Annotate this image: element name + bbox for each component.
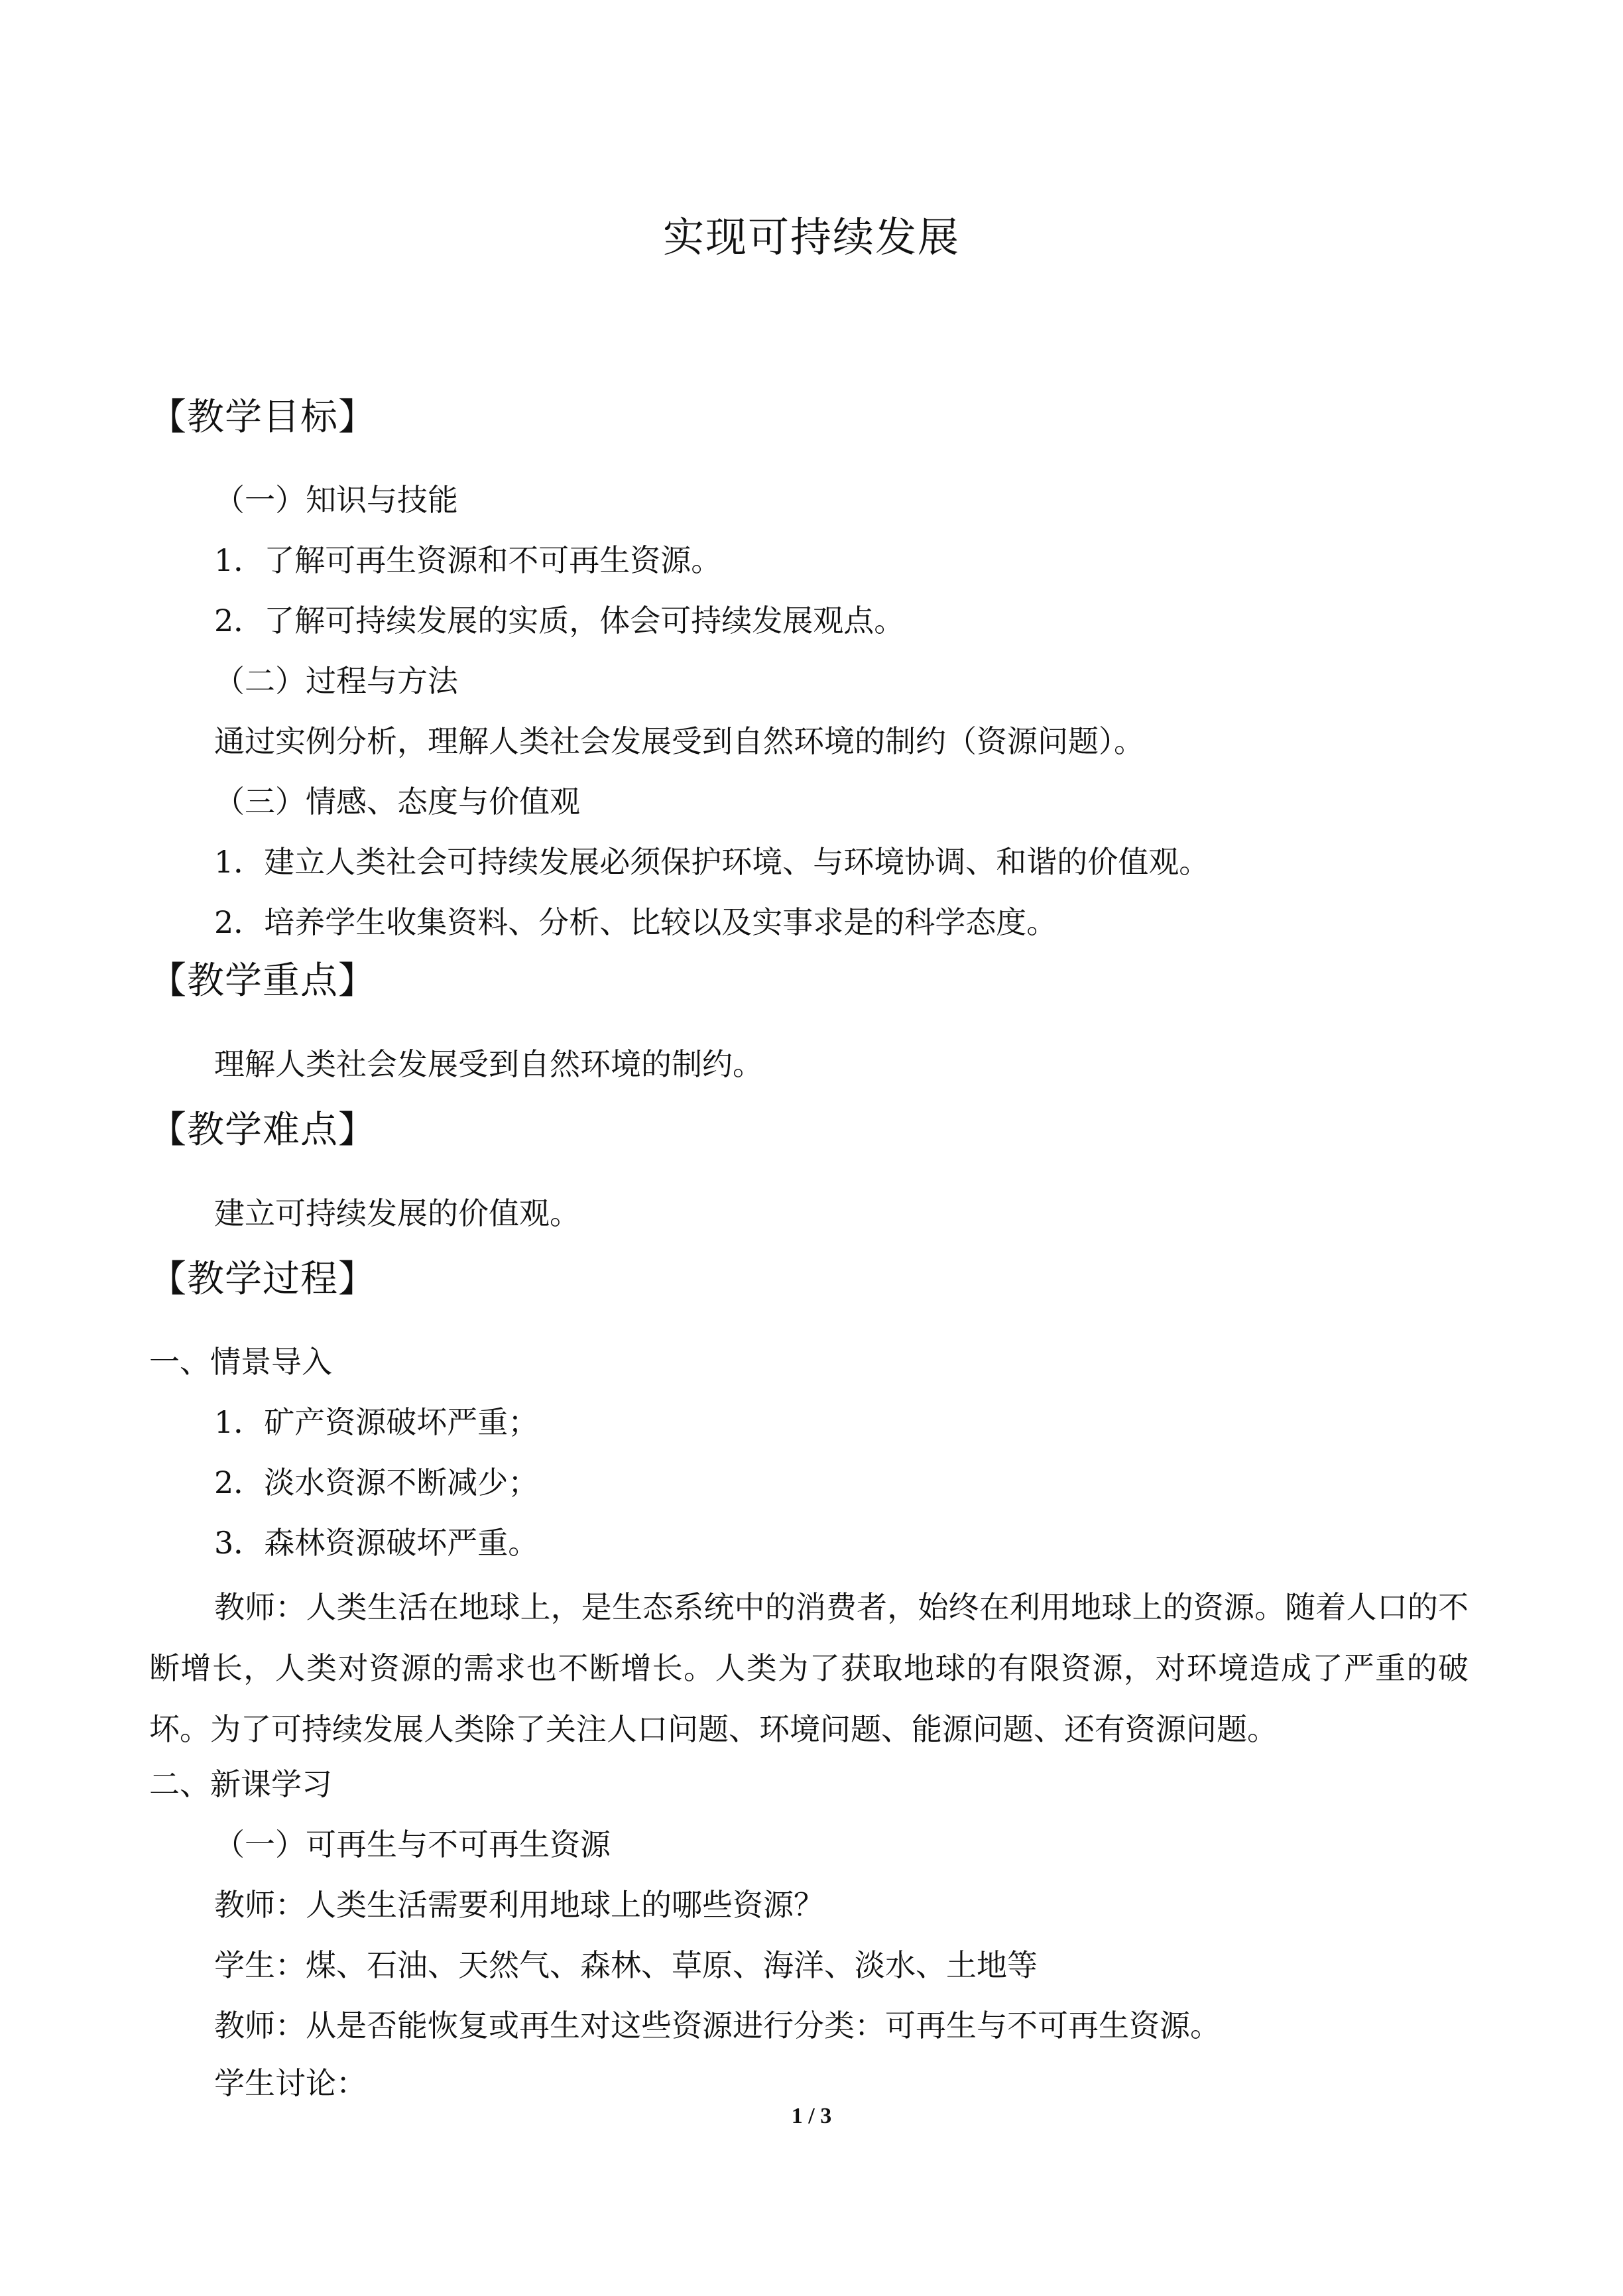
process-part1-item3: 3．森林资源破坏严重。	[214, 1525, 539, 1561]
objectives-sub3-item1: 1．建立人类社会可持续发展必须保护环境、与环境协调、和谐的价值观。	[214, 844, 1210, 880]
section-heading-key-points: 【教学重点】	[149, 959, 376, 1002]
section-heading-difficulties: 【教学难点】	[149, 1109, 376, 1152]
difficulties-text: 建立可持续发展的价值观。	[214, 1195, 580, 1231]
objectives-sub1-item2: 2．了解可持续发展的实质，体会可持续发展观点。	[214, 603, 905, 638]
teacher-intro-paragraph: 教师：人类生活在地球上，是生态系统中的消费者，始终在利用地球上的资源。随着人口的不断增长，人类对资源的需求也不断增长。人类为了获取地球的有限资源，对环境造成了严重的破坏。为了可持续发展人类除了关注人口问题、环境问题、能源问题、还有资源问题。	[149, 1589, 1469, 1747]
objectives-sub2: （二）过程与方法	[214, 663, 458, 699]
section-heading-objectives: 【教学目标】	[149, 396, 376, 439]
objectives-sub1-item1: 1．了解可再生资源和不可再生资源。	[214, 542, 722, 578]
process-part2-sub1: （一）可再生与不可再生资源	[214, 1827, 611, 1862]
objectives-sub2-text: 通过实例分析，理解人类社会发展受到自然环境的制约（资源问题）。	[214, 723, 1144, 759]
process-part1-item2: 2．淡水资源不断减少；	[214, 1465, 539, 1500]
process-part2-heading: 二、新课学习	[149, 1766, 332, 1802]
teacher-question-2: 教师：从是否能恢复或再生对这些资源进行分类：可再生与不可再生资源。	[214, 2008, 1221, 2043]
document-title: 实现可持续发展	[662, 213, 960, 261]
objectives-sub3-item2: 2．培养学生收集资料、分析、比较以及实事求是的科学态度。	[214, 904, 1057, 940]
teacher-question-1: 教师：人类生活需要利用地球上的哪些资源？	[214, 1887, 824, 1923]
student-discussion: 学生讨论：	[214, 2065, 367, 2101]
process-part1-heading: 一、情景导入	[149, 1344, 332, 1380]
page-number: 1 / 3	[791, 2104, 832, 2128]
section-heading-process: 【教学过程】	[149, 1258, 376, 1301]
process-part1-item1: 1．矿产资源破坏严重；	[214, 1404, 539, 1440]
student-answer-1: 学生：煤、石油、天然气、森林、草原、海洋、淡水、土地等	[214, 1947, 1038, 1983]
objectives-sub1: （一）知识与技能	[214, 482, 458, 518]
key-points-text: 理解人类社会发展受到自然环境的制约。	[214, 1046, 763, 1082]
objectives-sub3: （三）情感、态度与价值观	[214, 784, 580, 819]
